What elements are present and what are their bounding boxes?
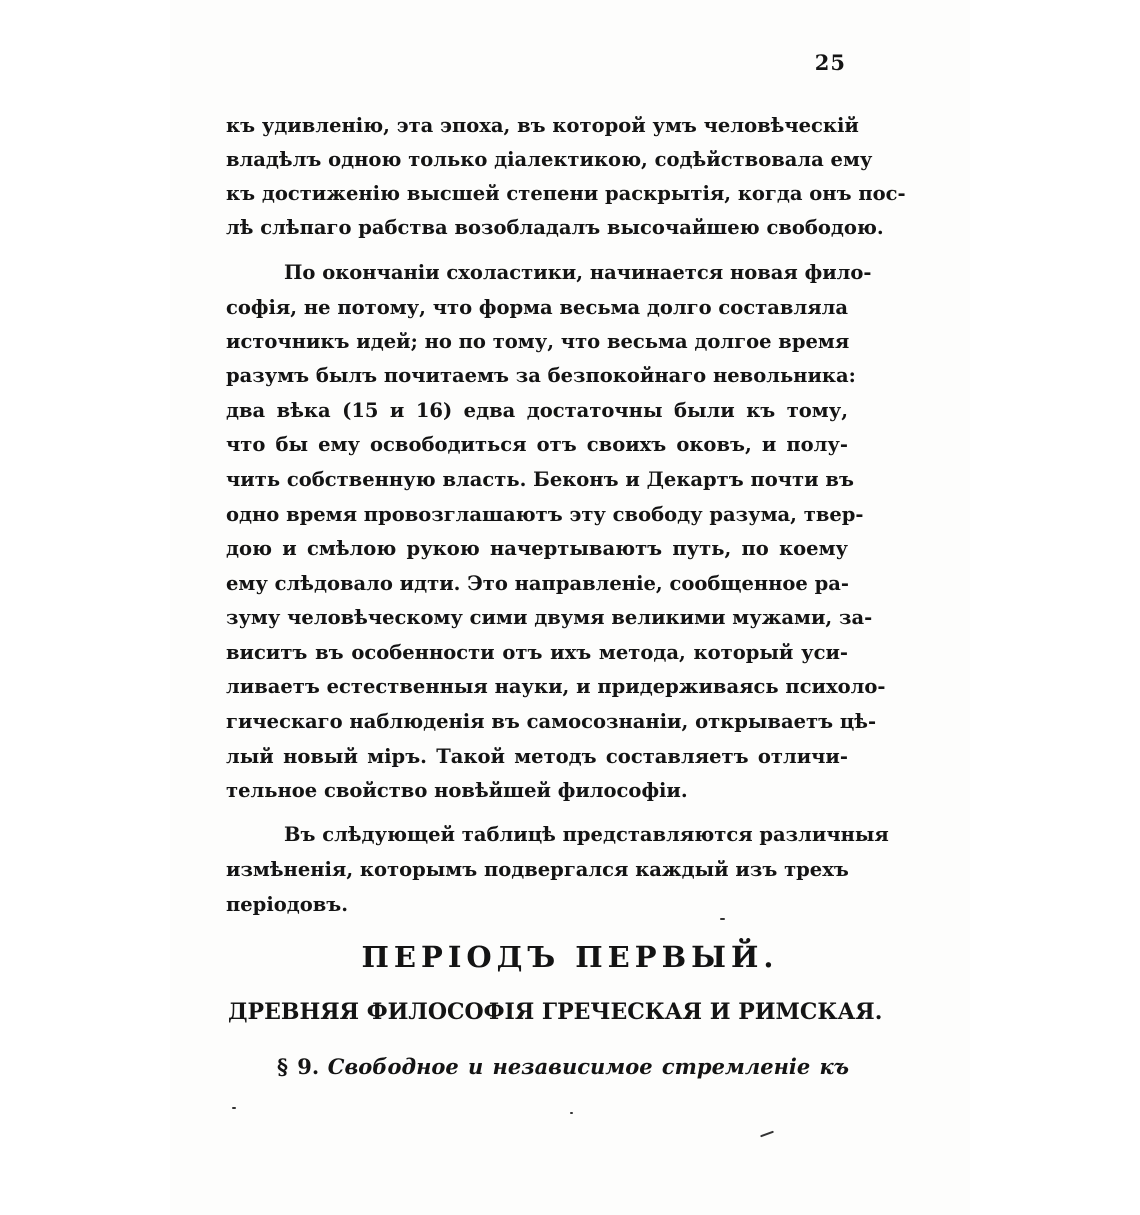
section-paragraph-start bbox=[277, 1049, 849, 1085]
paragraph-2-line-6: что бы ему освободиться отъ своихъ оковъ, и полу- bbox=[226, 433, 848, 456]
paragraph-1-line-4: лѣ слѣпаго рабства возобладалъ высочайшею свободою. bbox=[226, 216, 884, 239]
paragraph-1-line-2: владѣлъ одною только діалектикою, содѣйствовала ему bbox=[226, 148, 873, 171]
paragraph-2-line-12: виситъ въ особенности отъ ихъ метода, который уси- bbox=[226, 641, 848, 664]
section-number: § 9. bbox=[277, 1054, 320, 1079]
scan-speck bbox=[232, 1107, 236, 1109]
paragraph-2-line-2: софія, не потому, что форма весьма долго составляла bbox=[226, 296, 848, 319]
scan-speck bbox=[570, 1112, 573, 1114]
paragraph-2-line-14: гическаго наблюденія въ самосознаніи, открываетъ цѣ- bbox=[226, 710, 877, 733]
paragraph-2-line-16: тельное свойство новѣйшей философіи. bbox=[226, 779, 688, 802]
section-text: Свободное и независимое стремленіе къ bbox=[327, 1054, 849, 1079]
paragraph-2-line-7: чить собственную власть. Беконъ и Декартъ почти въ bbox=[226, 468, 854, 491]
scan-speck bbox=[720, 918, 725, 920]
paragraph-3-line-1: Въ слѣдующей таблицѣ представляются различныя bbox=[284, 823, 889, 846]
paragraph-1-line-1: къ удивленію, эта эпоха, въ которой умъ человѣческій bbox=[226, 114, 859, 137]
page-number: 25 bbox=[814, 50, 846, 75]
paragraph-2-line-4: разумъ былъ почитаемъ за безпокойнаго невольника: bbox=[226, 364, 856, 387]
paragraph-2-line-1: По окончаніи схоластики, начинается новая фило- bbox=[284, 261, 872, 284]
paragraph-1-line-3: къ достиженію высшей степени раскрытія, когда онъ пос- bbox=[226, 182, 906, 205]
paragraph-2-line-8: одно время провозглашаютъ эту свободу разума, твер- bbox=[226, 503, 864, 526]
paragraph-2-line-11: зуму человѣческому сими двумя великими мужами, за- bbox=[226, 606, 873, 629]
period-heading: ПЕРІОДЪ ПЕРВЫЙ. bbox=[361, 940, 779, 974]
paragraph-3-line-3: періодовъ. bbox=[226, 893, 349, 916]
paragraph-2-line-10: ему слѣдовало идти. Это направленіе, сообщенное ра- bbox=[226, 572, 849, 595]
paragraph-2-line-3: источникъ идей; но по тому, что весьма долгое время bbox=[226, 330, 850, 353]
section-subtitle: ДРЕВНЯЯ ФИЛОСОФІЯ ГРЕЧЕСКАЯ И РИМСКАЯ. bbox=[228, 999, 883, 1025]
paragraph-2-line-15: лый новый міръ. Такой методъ составляетъ отличи- bbox=[226, 745, 848, 768]
paragraph-2-line-5: два вѣка (15 и 16) едва достаточны были къ тому, bbox=[226, 399, 848, 422]
paragraph-2-line-13: ливаетъ естественныя науки, и придерживаясь психоло- bbox=[226, 675, 886, 698]
paragraph-3-line-2: измѣненія, которымъ подвергался каждый изъ трехъ bbox=[226, 858, 849, 881]
paragraph-2-line-9: дою и смѣлою рукою начертываютъ путь, по коему bbox=[226, 537, 848, 560]
